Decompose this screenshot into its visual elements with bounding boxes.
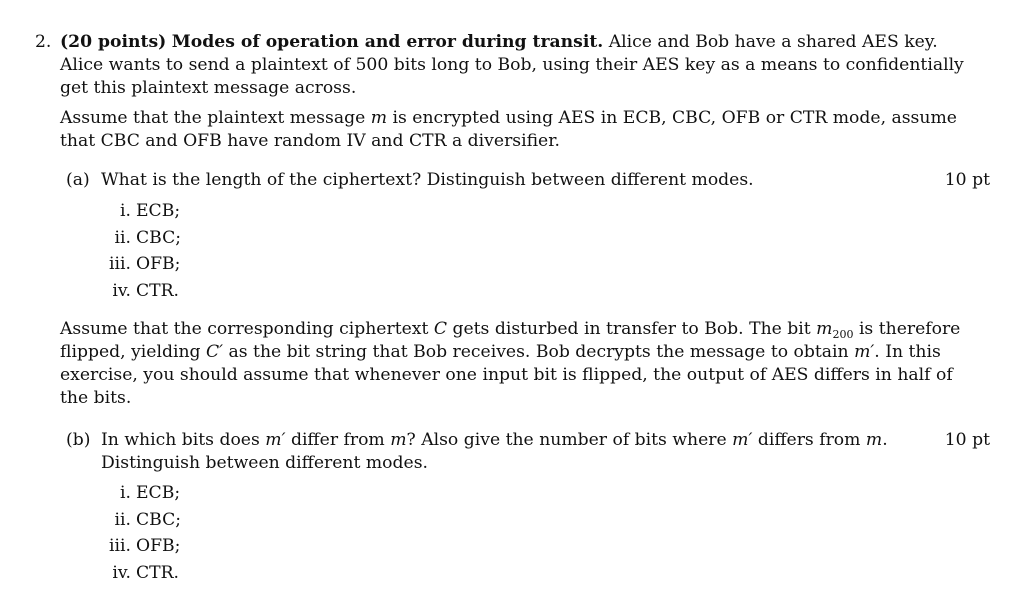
part-b-text: ? Also give the number of bits where [406, 430, 727, 450]
var-m-prime: m′ [732, 430, 753, 450]
part-a-item-text: ECB; [136, 201, 181, 221]
part-b-text: differs from [757, 430, 861, 450]
part-b-text: differ from [290, 430, 385, 450]
part-a-item-text: CBC; [136, 228, 182, 248]
part-b-item-text: CBC; [136, 510, 182, 530]
disturbance-text: flipped, yielding [60, 342, 201, 362]
var-m-prime: m′ [265, 430, 286, 450]
intro-line-3: get this plaintext message across. [60, 78, 357, 98]
part-a-item-text: OFB; [136, 254, 181, 274]
part-b-text: In which bits does [101, 430, 260, 450]
disturbance-text: gets disturbed in transfer to Bob. The bit [452, 319, 811, 339]
intro-text: Alice and Bob have a shared AES key. [608, 32, 938, 52]
part-a-item-number: iv. [112, 281, 131, 301]
disturbance-line-4: the bits. [60, 388, 132, 408]
question-first-line [60, 31, 938, 54]
question-number: 2. [35, 32, 52, 52]
part-b-item-number: i. [120, 483, 131, 503]
part-b-item-number: iii. [109, 536, 131, 556]
disturbance-text: as the bit string that Bob receives. Bob decrypts the message to obtain [228, 342, 849, 362]
part-a-question: What is the length of the ciphertext? Distinguish between different modes. [101, 170, 754, 190]
part-b-item-number: ii. [114, 510, 131, 530]
var-m200-base: m [816, 319, 833, 339]
var-m200-subscript: 200 [832, 328, 854, 341]
part-b-item-text: OFB; [136, 536, 181, 556]
disturbance-text: Assume that the corresponding ciphertext [60, 319, 429, 339]
var-m: m [390, 430, 407, 450]
assumption-line-2: that CBC and OFB have random IV and CTR a diversifier. [60, 131, 561, 151]
part-b-question [101, 429, 888, 452]
assumption-text: Assume that the plaintext message [60, 108, 366, 128]
part-a-item-number: i. [120, 201, 131, 221]
disturbance-line-1 [60, 318, 960, 341]
question-title: Modes of operation and error during transit. [171, 32, 604, 52]
var-m: m [865, 430, 883, 450]
disturbance-line-3: exercise, you should assume that whenever one input bit is flipped, the output of AES differs in half of [60, 365, 953, 385]
part-b-line-2: Distinguish between different modes. [101, 453, 428, 473]
disturbance-text: is therefore [858, 319, 961, 339]
assumption-text: is encrypted using AES in ECB, CBC, OFB or CTR mode, assume [392, 108, 957, 128]
disturbance-line-2 [60, 341, 941, 364]
part-b-item-number: iv. [112, 563, 131, 583]
var-C: C [433, 319, 447, 339]
part-a-item-number: ii. [114, 228, 131, 248]
part-b-text: . [882, 430, 888, 450]
disturbance-text: . In this [874, 342, 941, 362]
var-m200 [816, 319, 853, 339]
var-m: m [370, 108, 388, 128]
part-b-item-text: ECB; [136, 483, 181, 503]
part-b-item-text: CTR. [136, 563, 180, 583]
intro-line-2: Alice wants to send a plaintext of 500 bits long to Bob, using their AES key as a means to confidentially [60, 55, 964, 75]
var-C-prime: C′ [205, 342, 224, 362]
part-a-points: 10 pt [944, 170, 990, 190]
question-points: (20 points) [60, 32, 167, 52]
part-a-item-text: CTR. [136, 281, 180, 301]
part-b-points: 10 pt [944, 430, 990, 450]
part-a-label: (a) [66, 170, 90, 190]
part-b-label: (b) [66, 430, 91, 450]
var-m-prime: m′ [854, 342, 875, 362]
assumption-line-1 [60, 107, 957, 130]
part-a-item-number: iii. [109, 254, 131, 274]
